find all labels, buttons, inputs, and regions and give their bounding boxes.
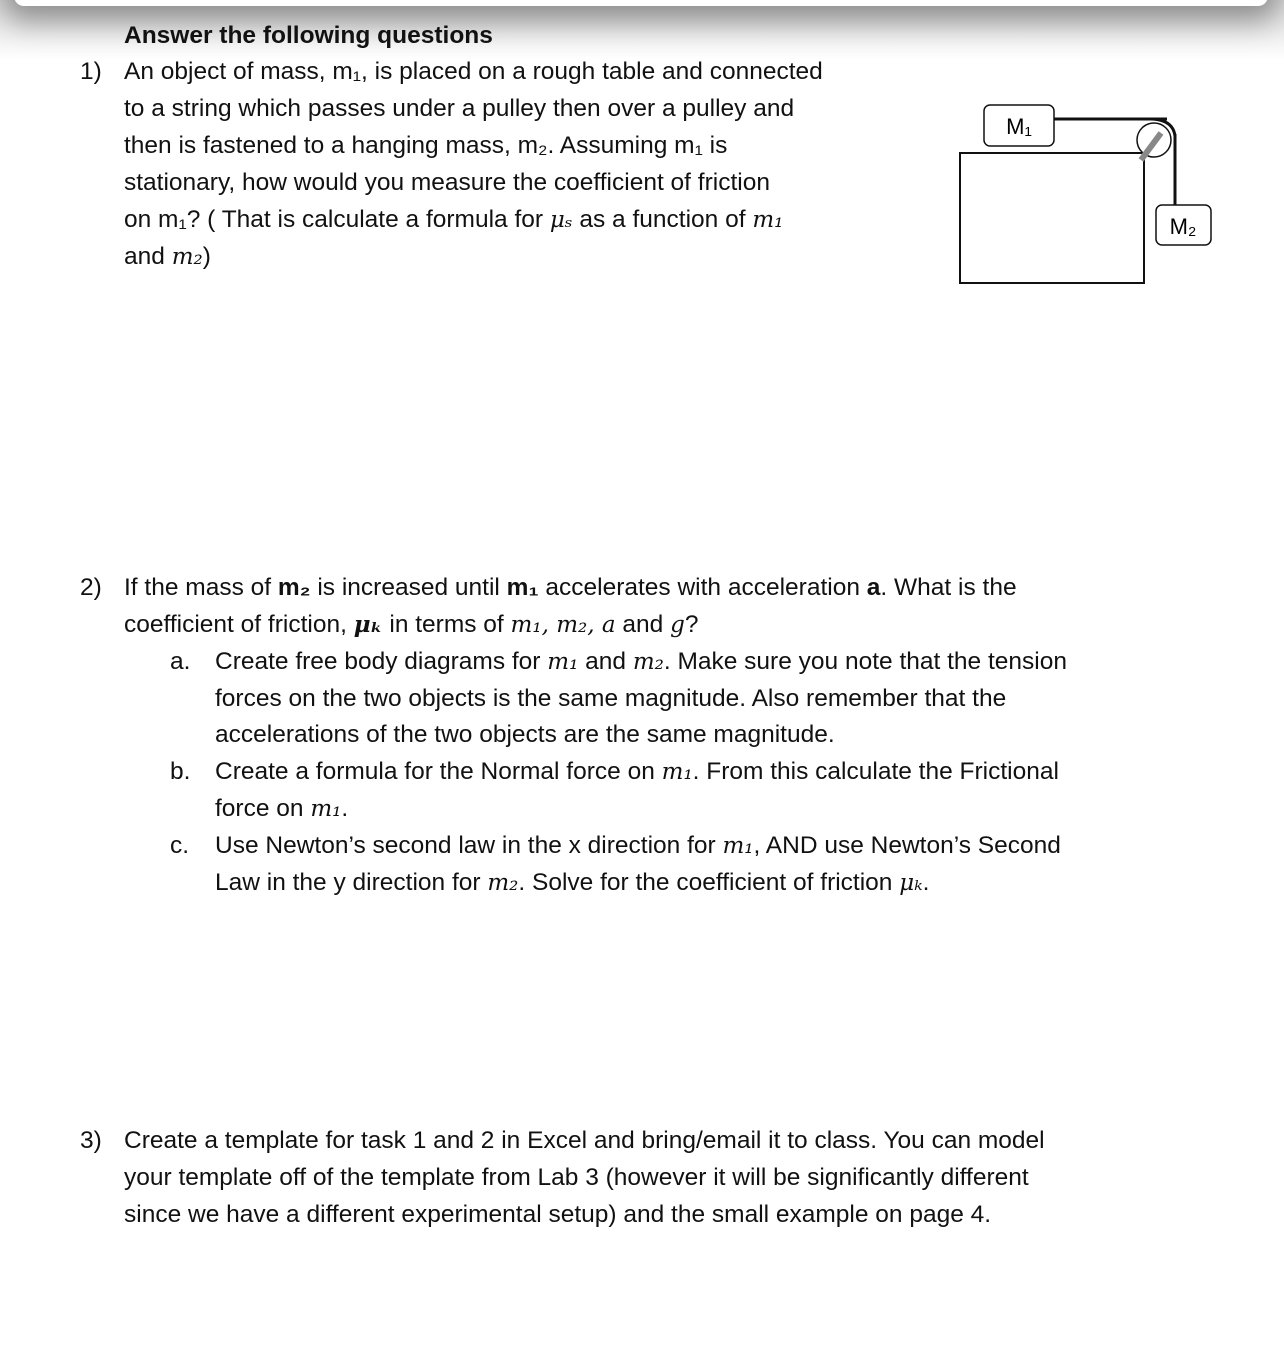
text-segment: Create a formula for the Normal force on [215, 758, 662, 785]
text-segment: Create free body diagrams for [215, 648, 548, 675]
text-line [124, 168, 770, 198]
math-expression: g [670, 612, 685, 638]
text-segment: then is fastened to a hanging mass, m₂. Assuming m₁ is [124, 132, 728, 159]
text-segment: Use Newton’s second law in the x direction for [215, 832, 723, 859]
math-expression: m₁ [752, 207, 784, 233]
math-expression: m₁ [722, 833, 754, 859]
math-expression: m₁ [310, 796, 342, 822]
heading: Answer the following questions [124, 22, 493, 49]
text-line [124, 57, 823, 87]
text-segment: force on [215, 795, 311, 822]
text-line [124, 242, 211, 272]
text-line [124, 205, 783, 235]
bold-text: m₁ [506, 574, 539, 601]
text-segment: ? [684, 611, 699, 638]
mass2-label: M₂ [1169, 214, 1197, 239]
text-line [215, 720, 835, 750]
text-segment: on m₁? ( That is calculate a formula for [124, 206, 550, 233]
text-segment: to a string which passes under a pulley then over a pulley and [124, 95, 795, 122]
text-segment: in terms of [382, 611, 511, 638]
text-line [124, 610, 698, 640]
question-number: 3) [80, 1127, 102, 1154]
text-segment: accelerations of the two objects are the same magnitude. [215, 721, 835, 748]
text-segment: accelerates with acceleration [538, 574, 867, 601]
bold-text: m₂ [277, 574, 311, 601]
text-line [124, 573, 1017, 603]
text-segment: , AND use Newton’s Second [753, 832, 1061, 859]
table [960, 153, 1144, 283]
math-expression: m₂ [171, 244, 203, 270]
text-segment: . Solve for the coefficient of friction [518, 869, 900, 896]
text-segment: forces on the two objects is the same magnitude. Also remember that the [215, 685, 1007, 712]
question-number: 2) [80, 574, 102, 601]
text-line [215, 868, 929, 898]
question-number: 1) [80, 58, 102, 85]
text-line [124, 94, 794, 124]
math-expression: m₁ [547, 649, 579, 675]
math-expression: μₖ [899, 870, 923, 896]
text-segment: . Make sure you note that the tension [663, 648, 1067, 675]
text-segment: . What is the [880, 574, 1017, 601]
text-line [215, 647, 1067, 677]
text-segment: as a function of [572, 206, 753, 233]
math-expression: m₂ [487, 870, 519, 896]
text-segment: and [124, 243, 172, 270]
text-segment: Law in the y direction for [215, 869, 488, 896]
math-expression: μₛ [549, 207, 573, 233]
math-expression: m₁, m₂, a [510, 612, 616, 638]
text-segment: Create a template for task 1 and 2 in Excel and bring/email it to class. You can model [124, 1127, 1045, 1154]
pulley-diagram [940, 90, 1240, 300]
window-frame-edge [14, 0, 1268, 6]
text-segment: . [341, 795, 349, 822]
text-segment: stationary, how would you measure the coefficient of friction [124, 169, 770, 196]
subquestion-letter: c. [170, 832, 190, 859]
text-line [215, 757, 1059, 787]
subquestion-letter: b. [170, 758, 191, 785]
math-expression: m₁ [661, 759, 693, 785]
text-line [124, 1200, 991, 1230]
math-expression: m₂ [632, 649, 664, 675]
text-segment: coefficient of friction, [124, 611, 354, 638]
text-line [215, 684, 1006, 714]
text-line [124, 1163, 1029, 1193]
text-segment: your template off of the template from Lab 3 (however it will be significantly different [124, 1164, 1029, 1191]
text-line [124, 131, 727, 161]
mass1-label: M₁ [1006, 114, 1032, 139]
text-segment: and [578, 648, 633, 675]
text-segment: An object of mass, m₁, is placed on a rough table and connected [124, 58, 823, 85]
text-segment: since we have a different experimental setup) and the small example on page 4. [124, 1201, 992, 1228]
text-segment: ) [202, 243, 211, 270]
text-segment: If the mass of [124, 574, 278, 601]
text-line [215, 794, 348, 824]
subquestion-letter: a. [170, 648, 191, 675]
text-segment: . [922, 869, 930, 896]
text-segment: and [615, 611, 671, 638]
math-expression: μₖ [353, 611, 383, 638]
text-segment: is increased until [310, 574, 507, 601]
bold-text: a [866, 574, 881, 601]
text-segment: . From this calculate the Frictional [692, 758, 1059, 785]
text-line [124, 1126, 1045, 1156]
text-line [215, 831, 1061, 861]
